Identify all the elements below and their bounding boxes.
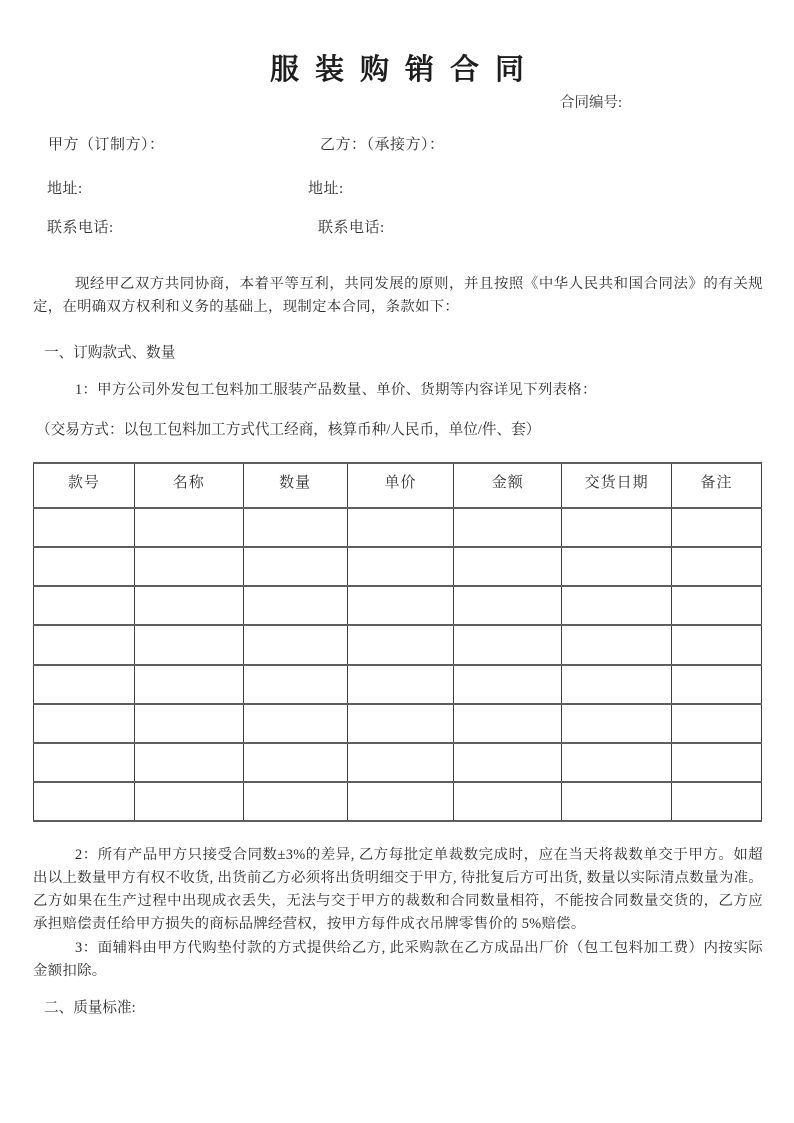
contract-number-label: 合同编号: (560, 95, 623, 111)
party-a-phone-label: 联系电话: (47, 220, 114, 236)
order-table-cell (672, 665, 762, 704)
order-table-cell (134, 586, 243, 625)
order-table-cell (454, 508, 562, 547)
order-table-row (34, 665, 762, 704)
order-table-row (34, 547, 762, 586)
order-table-cell (454, 782, 562, 821)
order-table-cell (347, 586, 454, 625)
party-a-address-label: 地址: (47, 181, 83, 197)
order-table-cell (562, 547, 672, 586)
order-table-cell (347, 547, 454, 586)
section-1-clause-2: 2：所有产品甲方只接受合同数±3%的差异, 乙方每批定单裁数完成时，应在当天将裁数单交于甲方。如超出以上数量甲方有权不收货, 出货前乙方必须将出货明细交于甲方, 待批复后方可出货, 数量以实际清点数量为准。乙方如果在生产过程中出现成衣丢失，无法与交于甲方的裁数和合同数量相符，不能按合同数量交货的，乙方应承担赔偿责任给甲方损失的商标品牌经营权，按甲方每件成衣吊牌零售价的 5%赔偿。 (33, 847, 763, 932)
document-title: 服装购销合同 (269, 54, 540, 86)
order-table-column-header: 名称 (134, 463, 243, 508)
order-table-cell (672, 704, 762, 743)
order-table-cell (454, 704, 562, 743)
party-b-phone-label: 联系电话: (318, 220, 385, 236)
order-table-cell (34, 586, 135, 625)
intro-paragraph: 现经甲乙双方共同协商，本着平等互利，共同发展的原则，并且按照《中华人民共和国合同法》的有关规定，在明确双方权利和义务的基础上，现制定本合同，条款如下： (33, 276, 763, 315)
order-table-row (34, 508, 762, 547)
order-table-cell (134, 782, 243, 821)
order-table-column-header: 单价 (347, 463, 454, 508)
order-table-cell (134, 665, 243, 704)
order-table-cell (243, 547, 347, 586)
order-table-cell (347, 508, 454, 547)
party-b-label: 乙方：（承接方）： (320, 137, 445, 153)
order-table-row (34, 782, 762, 821)
order-table-column-header: 款号 (34, 463, 135, 508)
order-table-cell (34, 508, 135, 547)
order-table-cell (672, 625, 762, 664)
order-table-cell (454, 625, 562, 664)
order-table-cell (134, 743, 243, 782)
order-table-cell (672, 586, 762, 625)
section-1-clause-3: 3：面辅料由甲方代购垫付款的方式提供给乙方, 此采购款在乙方成品出厂价（包工包料加工费）内按实际金额扣除。 (33, 940, 763, 979)
order-table-cell (134, 704, 243, 743)
party-a-label: 甲方（订制方）： (48, 137, 165, 153)
order-table-header-row (34, 463, 762, 508)
order-table-cell (672, 508, 762, 547)
section-1-clause-1: 1：甲方公司外发包工包料加工服装产品数量、单价、货期等内容详见下列表格： (75, 382, 597, 398)
order-table-body (34, 508, 762, 821)
order-table-cell (562, 665, 672, 704)
section-2-heading: 二、质量标准: (44, 1000, 136, 1016)
order-table-cell (34, 625, 135, 664)
order-table-cell (672, 547, 762, 586)
order-table-cell (243, 586, 347, 625)
order-table-cell (347, 704, 454, 743)
order-table-cell (34, 547, 135, 586)
order-table-cell (134, 508, 243, 547)
order-table-cell (34, 782, 135, 821)
order-table-cell (243, 625, 347, 664)
order-table-cell (34, 665, 135, 704)
order-table-cell (562, 704, 672, 743)
order-table-row (34, 743, 762, 782)
order-table-cell (243, 704, 347, 743)
order-table-cell (454, 665, 562, 704)
trade-method-note: （交易方式：以包工包料加工方式代工经商，核算币种/人民币，单位/件、套） (36, 422, 541, 438)
order-table-row (34, 704, 762, 743)
order-table-cell (243, 743, 347, 782)
order-table-cell (134, 625, 243, 664)
order-table-cell (562, 743, 672, 782)
order-table (33, 462, 762, 822)
section-1-heading: 一、订购款式、数量 (44, 345, 176, 361)
order-table-cell (454, 743, 562, 782)
order-table-cell (672, 782, 762, 821)
order-table-cell (562, 508, 672, 547)
order-table-cell (243, 782, 347, 821)
order-table-cell (672, 743, 762, 782)
order-table-cell (347, 625, 454, 664)
order-table-cell (347, 743, 454, 782)
order-table-cell (562, 625, 672, 664)
order-table-cell (454, 586, 562, 625)
order-table-cell (454, 547, 562, 586)
order-table-cell (562, 586, 672, 625)
order-table-row (34, 586, 762, 625)
order-table-cell (34, 743, 135, 782)
order-table-cell (34, 704, 135, 743)
order-table-row (34, 625, 762, 664)
order-table-cell (347, 665, 454, 704)
party-b-address-label: 地址: (308, 181, 344, 197)
order-table-column-header: 备注 (672, 463, 762, 508)
order-table-cell (347, 782, 454, 821)
order-table-column-header: 数量 (243, 463, 347, 508)
order-table-column-header: 金额 (454, 463, 562, 508)
order-table-cell (562, 782, 672, 821)
order-table-cell (243, 508, 347, 547)
order-table-cell (243, 665, 347, 704)
order-table-cell (134, 547, 243, 586)
order-table-column-header: 交货日期 (562, 463, 672, 508)
